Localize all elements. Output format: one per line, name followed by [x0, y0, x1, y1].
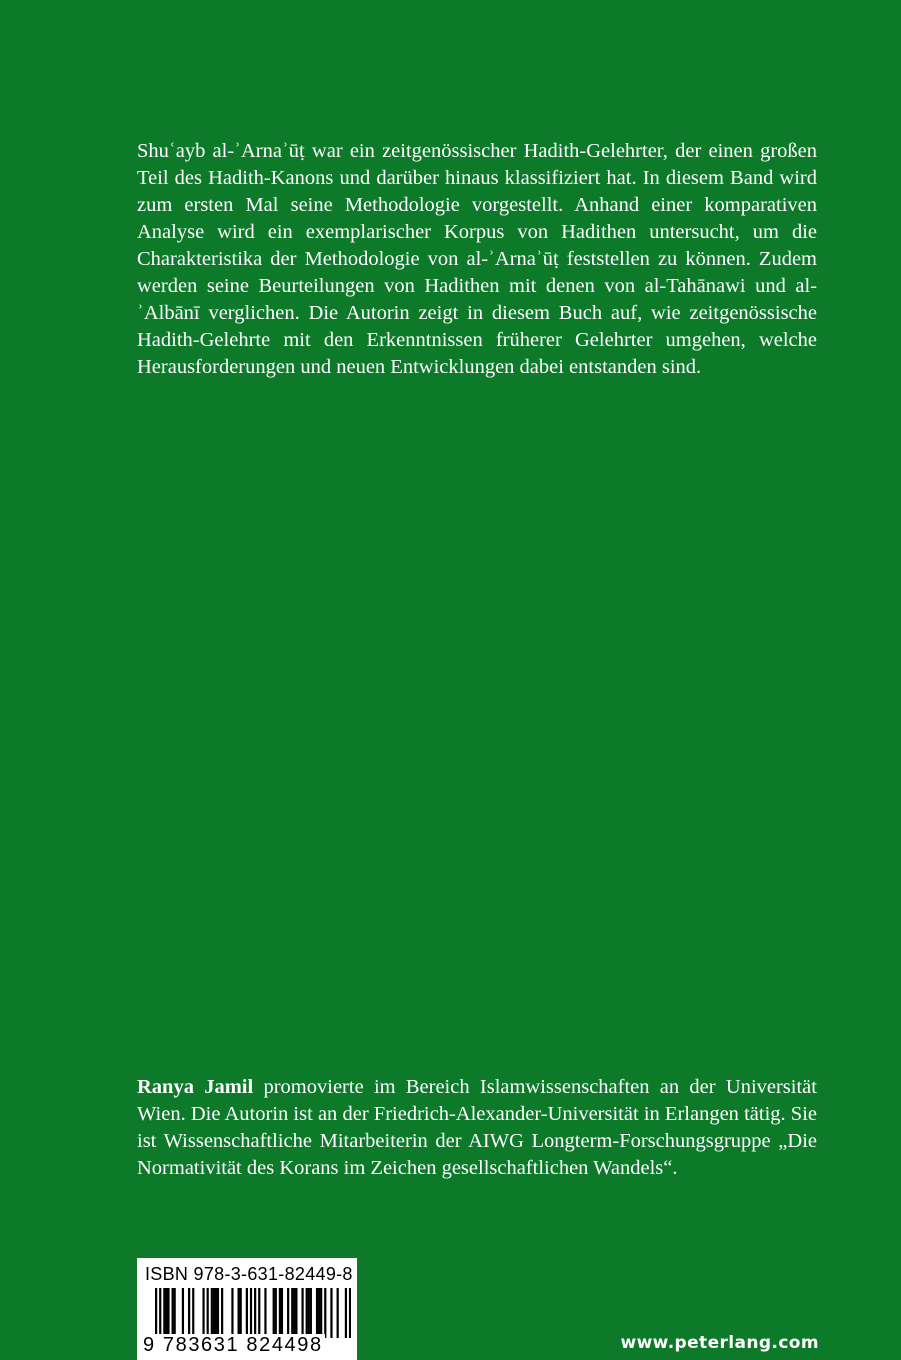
author-name: Ranya Jamil — [137, 1076, 254, 1098]
barcode-bar — [192, 1288, 194, 1338]
barcode-bar — [231, 1288, 233, 1338]
barcode-bar — [281, 1288, 283, 1338]
barcode-bar — [246, 1288, 248, 1338]
barcode-bar — [264, 1288, 266, 1338]
barcode-bar — [159, 1288, 161, 1338]
barcode-bar — [275, 1288, 277, 1338]
barcode-bar — [254, 1288, 256, 1338]
barcode-bar — [349, 1288, 351, 1338]
barcode-bar — [213, 1288, 215, 1338]
isbn-label: ISBN 978-3-631-82449-8 — [145, 1264, 353, 1284]
barcode-bar — [295, 1288, 297, 1338]
barcode-bar — [330, 1288, 332, 1338]
barcode-bar — [293, 1288, 295, 1338]
barcode-bar — [291, 1288, 293, 1338]
barcode-bar — [316, 1288, 318, 1338]
barcode-bar — [202, 1288, 204, 1338]
author-bio-text: promovierte im Bereich Islamwissenschaften an der Universität Wien. Die Autorin ist an der Friedrich-Alexander-Universität in Erlangen tätig. Sie ist Wissenschaftliche Mitarbeiterin der AIWG Longterm-Forschungsgruppe „Die Normativität des Korans im Zeichen gesellschaftlichen Wandels“. — [137, 1076, 817, 1179]
barcode-bar — [287, 1288, 289, 1338]
barcode-bar — [318, 1288, 320, 1338]
barcode-bar — [279, 1288, 281, 1338]
author-bio — [137, 1074, 817, 1182]
barcode-bar — [306, 1288, 308, 1338]
barcode-bar — [345, 1288, 347, 1338]
barcode-bar — [155, 1288, 157, 1338]
barcode-bar — [188, 1288, 190, 1338]
barcode-bar — [172, 1288, 174, 1338]
barcode-bar — [215, 1288, 217, 1338]
barcode-bar — [324, 1288, 326, 1338]
ean-digits: 9 783631 824498 — [143, 1334, 323, 1356]
barcode-bar — [273, 1288, 275, 1338]
barcode-bar — [250, 1288, 252, 1338]
isbn-barcode — [137, 1258, 357, 1360]
barcode-bar — [174, 1288, 176, 1338]
barcode-bar — [308, 1288, 310, 1338]
publisher-website[interactable]: www.peterlang.com — [620, 1333, 819, 1353]
barcode-bar — [240, 1288, 242, 1338]
barcode-bar — [207, 1288, 209, 1338]
barcode-bar — [310, 1288, 312, 1338]
book-blurb: Shuʿayb al-ʾArnaʾūṭ war ein zeitgenössischer Hadith-Gelehrter, der einen großen Teil des Hadith-Kanons und darüber hinaus klassifiziert hat. In diesem Band wird zum ersten Mal seine Methodologie vorgestellt. Anhand einer komparativen Analyse wird ein exemplarischer Korpus von Hadithen untersucht, um die Charakteristika der Methodologie von al-ʾArnaʾūṭ feststellen zu können. Zudem werden seine Beurteilungen von Hadithen mit denen von al-Tahānawi und al-ʾAlbānī verglichen. Die Autorin zeigt in diesem Buch auf, wie zeitgenössische Hadith-Gelehrte mit den Erkenntnissen früherer Gelehrter umgehen, welche Herausforderungen und neuen Entwicklungen dabei entstanden sind. — [137, 140, 817, 378]
barcode-bar — [301, 1288, 303, 1338]
barcode-bar — [167, 1288, 169, 1338]
barcode-bar — [217, 1288, 219, 1338]
barcode-bars — [155, 1288, 351, 1338]
barcode-bar — [211, 1288, 213, 1338]
barcode-bar — [165, 1288, 167, 1338]
barcode-bar — [238, 1288, 240, 1338]
barcode-bar — [337, 1288, 339, 1338]
barcode-bar — [221, 1288, 223, 1338]
barcode-bar — [320, 1288, 322, 1338]
barcode-bar — [258, 1288, 260, 1338]
barcode-bar — [182, 1288, 184, 1338]
barcode-bar — [163, 1288, 165, 1338]
